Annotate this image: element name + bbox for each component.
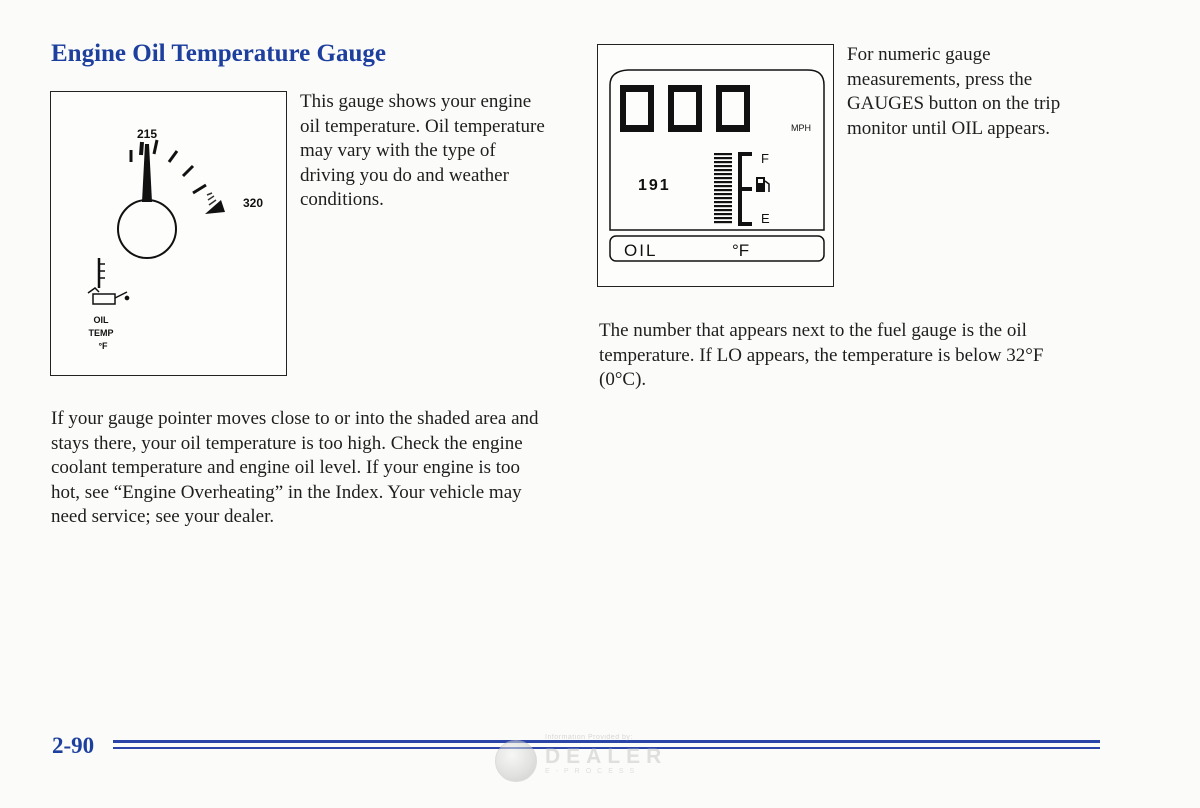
gauge-unit-label: °F bbox=[98, 341, 108, 351]
gauge-needle bbox=[142, 144, 152, 202]
gauges-button-paragraph: For numeric gauge measurements, press the GAUGES button on the trip monitor until OIL appears. bbox=[847, 44, 1061, 139]
gauge-label-320: 320 bbox=[243, 196, 264, 210]
fuel-empty-label: E bbox=[761, 211, 770, 226]
gauge-tick bbox=[183, 166, 193, 176]
gauge-label-215: 215 bbox=[136, 127, 158, 141]
gauge-tick bbox=[193, 185, 206, 193]
gauge-tick bbox=[169, 151, 177, 162]
warning-paragraph: If your gauge pointer moves close to or into the shaded area and stays there, your oil temperature is too high. Check the engine coolant temperature and engine oil level. If your engine is too hot, see “Engine Overheating” in the Index. Your vehicle may need service; see your dealer. bbox=[51, 408, 539, 527]
watermark-caption: Information Provided by: bbox=[545, 734, 633, 741]
dealer-watermark bbox=[495, 734, 705, 782]
oil-temp-gauge-illustration bbox=[51, 92, 288, 377]
oil-can-icon bbox=[88, 288, 129, 304]
mode-unit-label: °F bbox=[732, 241, 750, 260]
gauge-temp-label: TEMP bbox=[88, 328, 114, 338]
oil-number-paragraph: The number that appears next to the fuel gauge is the oil temperature. If LO appears, the temperature is below 32°F (0°C). bbox=[599, 320, 1044, 390]
watermark-logo-icon bbox=[495, 740, 537, 782]
oil-temp-value: 191 bbox=[638, 177, 671, 194]
page-heading: Engine Oil Temperature Gauge bbox=[51, 40, 386, 67]
speed-unit-label: MPH bbox=[791, 123, 811, 133]
intro-paragraph: This gauge shows your engine oil temperature. Oil temperature may vary with the type of driving you do and weather conditions. bbox=[300, 91, 545, 210]
gauge-tick bbox=[141, 142, 142, 155]
fuel-pump-icon bbox=[756, 177, 769, 192]
oil-temp-gauge-figure bbox=[50, 91, 287, 376]
watermark-subtitle: E-PROCESS bbox=[545, 768, 641, 775]
watermark-brand: DEALER bbox=[545, 745, 668, 768]
trip-monitor-figure bbox=[597, 44, 834, 287]
fuel-scale-bracket bbox=[738, 152, 752, 226]
page-number: 2-90 bbox=[52, 733, 95, 758]
speed-digits bbox=[620, 85, 750, 132]
gauge-hot-zone bbox=[205, 193, 225, 214]
fuel-full-label: F bbox=[761, 151, 769, 166]
mode-label: OIL bbox=[624, 241, 658, 260]
gauge-bulb-shape bbox=[118, 200, 176, 258]
fuel-bar-graph bbox=[714, 153, 732, 223]
gauge-tick bbox=[154, 140, 157, 154]
trip-monitor-illustration bbox=[598, 45, 835, 288]
thermometer-icon bbox=[99, 258, 105, 288]
gauge-oil-label: OIL bbox=[93, 315, 109, 325]
